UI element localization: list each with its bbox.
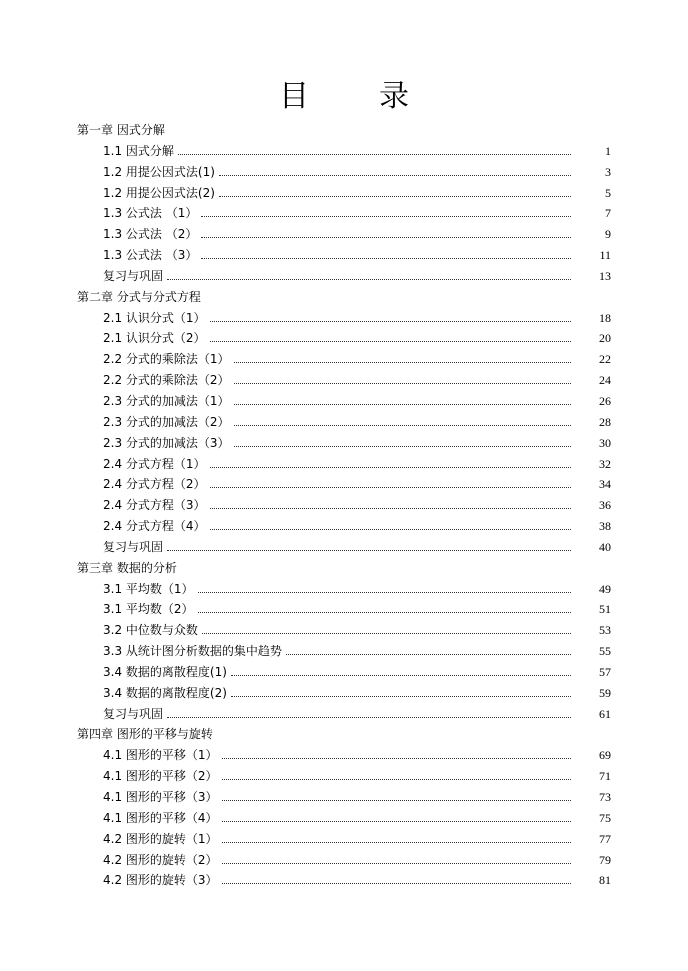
entry-title: 3.4 数据的离散程度(2) xyxy=(103,685,227,700)
entry-title: 复习与巩固 xyxy=(103,539,164,554)
entry-title: 4.1 图形的平移（4） xyxy=(103,810,218,825)
dot-leader xyxy=(210,487,571,488)
entry-title: 复习与巩固 xyxy=(103,268,164,283)
entry-page-number: 20 xyxy=(599,331,611,346)
entry-title: 1.3 公式法 （2） xyxy=(103,227,198,242)
toc-entry[interactable] xyxy=(0,390,688,411)
entry-title: 4.2 图形的旋转（3） xyxy=(103,873,218,888)
dot-leader xyxy=(219,196,571,197)
dot-leader xyxy=(201,216,571,217)
entry-title: 2.1 认识分式（2） xyxy=(103,331,206,346)
entry-page-number: 59 xyxy=(599,685,611,700)
entry-page-number: 57 xyxy=(599,664,611,679)
entry-page-number: 38 xyxy=(599,519,611,534)
entry-title: 3.1 平均数（1） xyxy=(103,581,194,596)
entry-title: 2.3 分式的加减法（2） xyxy=(103,414,230,429)
chapter-title: 第三章 数据的分析 xyxy=(77,560,177,575)
toc-entry[interactable] xyxy=(0,619,688,640)
entry-page-number: 13 xyxy=(599,268,611,283)
entry-title: 2.4 分式方程（1） xyxy=(103,456,206,471)
toc-entry[interactable] xyxy=(0,744,688,765)
entry-title: 2.3 分式的加减法（1） xyxy=(103,393,230,408)
dot-leader xyxy=(167,717,571,718)
toc-entry[interactable] xyxy=(0,327,688,348)
entry-page-number: 11 xyxy=(599,248,611,263)
chapter-title: 第二章 分式与分式方程 xyxy=(77,289,201,304)
entry-title: 2.1 认识分式（1） xyxy=(103,310,206,325)
dot-leader xyxy=(234,383,571,384)
dot-leader xyxy=(167,279,571,280)
entry-title: 4.2 图形的旋转（2） xyxy=(103,852,218,867)
page-title xyxy=(0,78,688,116)
entry-page-number: 22 xyxy=(599,352,611,367)
dot-leader xyxy=(210,529,571,530)
dot-leader xyxy=(222,758,571,759)
toc-entry[interactable] xyxy=(0,223,688,244)
entry-title: 3.3 从统计图分析数据的集中趋势 xyxy=(103,644,282,659)
entry-title: 3.2 中位数与众数 xyxy=(103,623,198,638)
toc-entry[interactable] xyxy=(0,182,688,203)
dot-leader xyxy=(222,883,571,884)
toc-entry[interactable] xyxy=(0,369,688,390)
entry-title: 1.2 用提公因式法(2) xyxy=(103,185,215,200)
dot-leader xyxy=(231,675,571,676)
dot-leader xyxy=(286,654,571,655)
dot-leader xyxy=(222,800,571,801)
entry-title: 4.1 图形的平移（3） xyxy=(103,790,218,804)
toc-entry[interactable] xyxy=(0,536,688,557)
toc-entry[interactable] xyxy=(0,786,688,807)
entry-page-number: 61 xyxy=(599,706,611,721)
entry-title: 2.4 分式方程（3） xyxy=(103,498,206,513)
toc-entry[interactable] xyxy=(0,598,688,619)
entry-title: 2.2 分式的乘除法（1） xyxy=(103,352,230,367)
toc-entry[interactable] xyxy=(0,265,688,286)
entry-page-number: 30 xyxy=(599,435,611,450)
dot-leader xyxy=(201,237,571,238)
dot-leader xyxy=(231,696,571,697)
entry-page-number: 26 xyxy=(599,393,611,408)
entry-page-number: 7 xyxy=(605,206,611,221)
toc-entry[interactable] xyxy=(0,453,688,474)
entry-page-number: 34 xyxy=(599,477,611,492)
toc-entry[interactable] xyxy=(0,765,688,786)
toc-entry[interactable] xyxy=(0,682,688,703)
dot-leader xyxy=(222,863,571,864)
toc-entry[interactable] xyxy=(0,432,688,453)
entry-page-number: 28 xyxy=(599,414,611,429)
dot-leader xyxy=(219,175,571,176)
entry-page-number: 79 xyxy=(599,852,611,867)
dot-leader xyxy=(222,821,571,822)
entry-page-number: 40 xyxy=(599,539,611,554)
dot-leader xyxy=(234,446,571,447)
dot-leader xyxy=(198,612,571,613)
entry-title: 1.3 公式法 （3） xyxy=(103,248,198,263)
chapter-title: 第一章 因式分解 xyxy=(77,123,165,137)
entry-page-number: 77 xyxy=(599,831,611,846)
entry-page-number: 55 xyxy=(599,644,611,659)
entry-title: 2.3 分式的加减法（3） xyxy=(103,435,230,450)
toc-entry[interactable] xyxy=(0,515,688,536)
toc-chapter-heading[interactable] xyxy=(0,723,688,744)
entry-title: 1.3 公式法 （1） xyxy=(103,206,198,221)
entry-title: 复习与巩固 xyxy=(103,706,164,721)
dot-leader xyxy=(167,550,571,551)
toc-entry[interactable] xyxy=(0,473,688,494)
entry-title: 4.1 图形的平移（2） xyxy=(103,769,218,784)
toc-entry[interactable] xyxy=(0,849,688,870)
entry-page-number: 75 xyxy=(599,810,611,825)
entry-title: 1.1 因式分解 xyxy=(103,143,174,158)
entry-page-number: 24 xyxy=(599,373,611,388)
dot-leader xyxy=(210,467,571,468)
entry-page-number: 49 xyxy=(599,581,611,596)
toc-entry[interactable] xyxy=(0,661,688,682)
toc-entry[interactable] xyxy=(0,640,688,661)
toc-entry[interactable] xyxy=(0,578,688,599)
toc-entry[interactable] xyxy=(0,703,688,724)
toc-entry[interactable] xyxy=(0,161,688,182)
entry-page-number: 32 xyxy=(599,456,611,471)
entry-page-number: 5 xyxy=(605,185,611,200)
dot-leader xyxy=(222,842,571,843)
entry-title: 4.1 图形的平移（1） xyxy=(103,748,218,763)
entry-page-number: 18 xyxy=(599,310,611,325)
toc-entry[interactable] xyxy=(0,807,688,828)
toc-entry[interactable] xyxy=(0,244,688,265)
dot-leader xyxy=(201,258,571,259)
toc-chapter-heading[interactable] xyxy=(0,286,688,307)
dot-leader xyxy=(178,154,571,155)
table-of-contents xyxy=(0,119,688,890)
entry-title: 4.2 图形的旋转（1） xyxy=(103,831,218,846)
toc-entry[interactable] xyxy=(0,494,688,515)
toc-entry[interactable] xyxy=(0,869,688,890)
entry-title: 2.4 分式方程（4） xyxy=(103,519,206,534)
dot-leader xyxy=(210,341,571,342)
toc-entry[interactable] xyxy=(0,202,688,223)
entry-page-number: 51 xyxy=(599,602,611,617)
entry-page-number: 3 xyxy=(605,164,611,179)
entry-title: 1.2 用提公因式法(1) xyxy=(103,164,215,179)
dot-leader xyxy=(198,592,571,593)
chapter-title: 第四章 图形的平移与旋转 xyxy=(77,727,213,742)
dot-leader xyxy=(234,362,571,363)
dot-leader xyxy=(234,425,571,426)
dot-leader xyxy=(210,321,571,322)
entry-page-number: 53 xyxy=(599,623,611,638)
toc-chapter-heading[interactable] xyxy=(0,557,688,578)
toc-entry[interactable] xyxy=(0,348,688,369)
dot-leader xyxy=(234,404,571,405)
entry-title: 3.1 平均数（2） xyxy=(103,602,194,617)
entry-page-number: 69 xyxy=(599,748,611,763)
toc-chapter-heading[interactable] xyxy=(0,119,688,140)
toc-entry[interactable] xyxy=(0,411,688,432)
title-char-2: 录 xyxy=(379,79,409,114)
entry-page-number: 71 xyxy=(599,769,611,784)
dot-leader xyxy=(202,633,571,634)
entry-page-number: 1 xyxy=(605,143,611,158)
entry-title: 2.4 分式方程（2） xyxy=(103,477,206,492)
entry-page-number: 36 xyxy=(599,498,611,513)
entry-title: 3.4 数据的离散程度(1) xyxy=(103,664,227,679)
entry-page-number: 9 xyxy=(605,227,611,242)
entry-page-number: 73 xyxy=(599,790,611,804)
dot-leader xyxy=(222,779,571,780)
entry-title: 2.2 分式的乘除法（2） xyxy=(103,373,230,388)
toc-entry[interactable] xyxy=(0,828,688,849)
toc-entry[interactable] xyxy=(0,140,688,161)
title-char-1: 目 xyxy=(279,79,309,114)
dot-leader xyxy=(210,508,571,509)
entry-page-number: 81 xyxy=(599,873,611,888)
toc-entry[interactable] xyxy=(0,307,688,328)
